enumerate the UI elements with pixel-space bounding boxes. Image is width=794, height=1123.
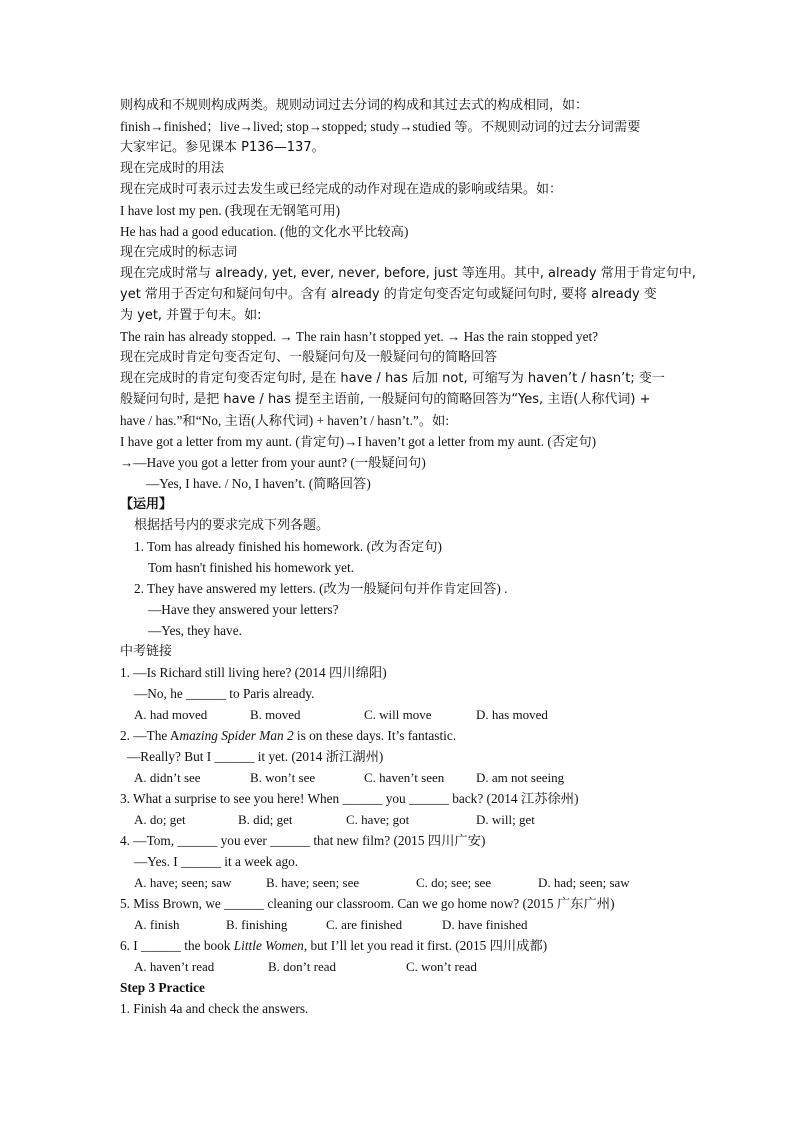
exam-q3-option-b: B. did; get <box>238 812 293 827</box>
usage-heading: 现在完成时的用法 <box>120 161 225 176</box>
exam-q3-option-c: C. have; got <box>346 812 410 827</box>
exam-q4-line-1: 4. —Tom, ______ you ever ______ that new film? (2015 四川广安) <box>120 833 486 848</box>
transform-line-2: 般疑问句时, 是把 have / has 提至主语前, 一般疑问句的简略回答为“Yes, 主语(人称代词) + <box>120 392 651 407</box>
signal-heading: 现在完成时的标志词 <box>120 245 238 260</box>
exam-q1-line-2: —No, he ______ to Paris already. <box>134 686 315 701</box>
practice-item-1: 1. Finish 4a and check the answers. <box>120 1001 309 1016</box>
exam-heading: 中考链接 <box>120 644 173 659</box>
exam-q5-line-1: 5. Miss Brown, we ______ cleaning our classroom. Can we go home now? (2015 广东广州) <box>120 896 615 911</box>
apply-answer-2b: —Yes, they have. <box>148 623 242 638</box>
exam-q1-option-c: C. will move <box>364 707 432 722</box>
apply-question-1: 1. Tom has already finished his homework. (改为否定句) <box>134 539 442 554</box>
exam-q3-option-a: A. do; get <box>134 812 186 827</box>
exam-q6-option-c: C. won’t read <box>406 959 477 974</box>
exam-q1-option-a: A. had moved <box>134 707 208 722</box>
exam-q6-line-1 <box>120 936 547 956</box>
apply-question-2: 2. They have answered my letters. (改为一般疑问句并作肯定回答) . <box>134 581 508 596</box>
intro-line-2: finish→finished；live→lived; stop→stopped; study→studied 等。不规则动词的过去分词需要 <box>120 119 641 134</box>
signal-line-3: 为 yet, 并置于句末。如: <box>120 308 262 323</box>
signal-line-1: 现在完成时常与 already, yet, ever, never, before, just 等连用。其中, already 常用于肯定句中, <box>120 266 696 281</box>
transform-line-1: 现在完成时的肯定句变否定句时, 是在 have / has 后加 not, 可缩写为 haven’t / hasn’t; 变一 <box>120 371 665 386</box>
apply-instruction: 根据括号内的要求完成下列各题。 <box>134 518 330 533</box>
exam-q1-option-b: B. moved <box>250 707 301 722</box>
exam-q2-line-1 <box>120 726 456 746</box>
apply-answer-2a: —Have they answered your letters? <box>148 602 339 617</box>
exam-q6-suffix: , but I’ll let you read it first. (2015 四川成都) <box>303 938 548 953</box>
intro-line-3: 大家牢记。参见课本 P136—137。 <box>120 140 325 155</box>
exam-q4-option-a: A. have; seen; saw <box>134 875 232 890</box>
exam-q2-title: mazing Spider Man 2 <box>179 728 294 743</box>
exam-q1-line-1: 1. —Is Richard still living here? (2014 四川绵阳) <box>120 665 387 680</box>
transform-line-3: have / has.”和“No, 主语(人称代词) + haven’t / hasn’t.”。如: <box>120 413 450 428</box>
exam-q6-option-b: B. don’t read <box>268 959 336 974</box>
signal-line-2: yet 常用于否定句和疑问句中。含有 already 的肯定句变否定句或疑问句时, 要将 already 变 <box>120 287 657 302</box>
exam-q2-line-2: —Really? But I ______ it yet. (2014 浙江湖州) <box>127 749 384 764</box>
apply-heading: 【运用】 <box>120 497 173 512</box>
exam-q3-line-1: 3. What a surprise to see you here! When ______ you ______ back? (2014 江苏徐州) <box>120 791 579 806</box>
practice-heading: Step 3 Practice <box>120 980 205 995</box>
exam-q6-prefix: 6. I ______ the book <box>120 938 234 953</box>
signal-example: The rain has already stopped. → The rain hasn’t stopped yet. → Has the rain stopped yet? <box>120 329 599 344</box>
exam-q4-option-b: B. have; seen; see <box>266 875 360 890</box>
usage-description: 现在完成时可表示过去发生或已经完成的动作对现在造成的影响或结果。如： <box>120 182 563 197</box>
exam-q3-option-d: D. will; get <box>476 812 535 827</box>
apply-answer-1: Tom hasn't finished his homework yet. <box>148 560 355 575</box>
exam-q5-option-b: B. finishing <box>226 917 288 932</box>
exam-q2-suffix: is on these days. It’s fantastic. <box>293 728 457 743</box>
exam-q2-option-d: D. am not seeing <box>476 770 565 785</box>
exam-q4-option-d: D. had; seen; saw <box>538 875 630 890</box>
intro-line-1: 则构成和不规则构成两类。规则动词过去分词的构成和其过去式的构成相同，如： <box>120 98 589 113</box>
exam-q2-prefix: 2. —The A <box>120 728 180 743</box>
usage-example-1: I have lost my pen. (我现在无钢笔可用) <box>120 203 341 218</box>
exam-q2-option-b: B. won’t see <box>250 770 316 785</box>
exam-q2-option-a: A. didn’t see <box>134 770 201 785</box>
exam-q5-option-a: A. finish <box>134 917 180 932</box>
exam-q6-title: Little Women <box>233 938 304 953</box>
exam-q1-option-d: D. has moved <box>476 707 548 722</box>
exam-q5-option-d: D. have finished <box>442 917 528 932</box>
transform-heading: 现在完成时肯定句变否定句、一般疑问句及一般疑问句的简略回答 <box>120 350 498 365</box>
exam-q4-line-2: —Yes. I ______ it a week ago. <box>134 854 299 869</box>
exam-q5-option-c: C. are finished <box>326 917 403 932</box>
usage-example-2: He has had a good education. (他的文化水平比较高) <box>120 224 409 239</box>
exam-q6-option-a: A. haven’t read <box>134 959 215 974</box>
exam-q4-option-c: C. do; see; see <box>416 875 492 890</box>
transform-example-1: I have got a letter from my aunt. (肯定句)→I haven’t got a letter from my aunt. (否定句) <box>120 434 597 449</box>
exam-q2-option-c: C. haven’t seen <box>364 770 445 785</box>
transform-example-3: —Yes, I have. / No, I haven’t. (简略回答) <box>146 476 371 491</box>
transform-example-2: →—Have you got a letter from your aunt? (一般疑问句) <box>120 455 426 470</box>
